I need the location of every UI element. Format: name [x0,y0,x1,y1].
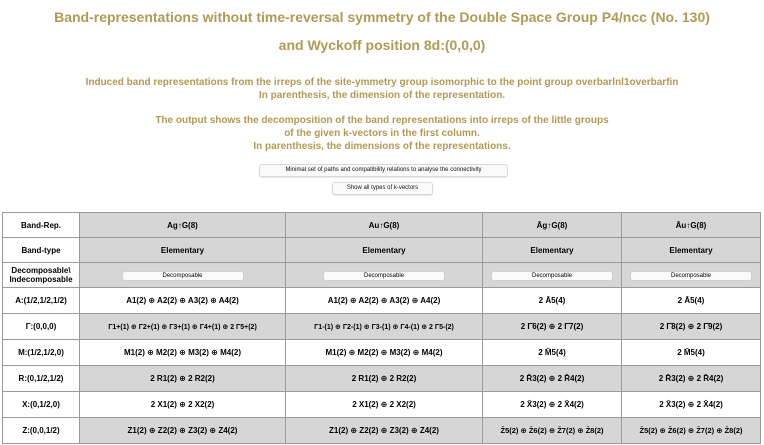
decomposition-cell: 2 X1(2) ⊕ 2 X2(2) [80,392,286,418]
row-header-band-rep: Band-Rep. [3,213,80,238]
kvector-label: R:(0,1/2,1/2) [3,366,80,392]
page-title: Band-representations without time-reversal symmetry of the Double Space Group P4/ncc (No. 130) [54,9,710,25]
decomposition-cell: 2 R1(2) ⊕ 2 R2(2) [80,366,286,392]
decomposable-row [3,263,761,288]
band-type-cell: Elementary [483,238,622,263]
kvector-label: X:(0,1/2,0) [3,392,80,418]
decomposition-cell: M1(2) ⊕ M2(2) ⊕ M3(2) ⊕ M4(2) [286,340,483,366]
table-row [3,340,761,366]
band-type-cell: Elementary [286,238,483,263]
paths-compatibility-button[interactable]: Minimal set of paths and compatibility relations to analyse the connectivity [259,164,508,177]
band-rep-row [3,213,761,238]
table-row [3,288,761,314]
show-k-vectors-button[interactable]: Show all types of k-vectors [332,182,433,195]
band-rep-cell: Āg↑G(8) [483,213,622,238]
decomposition-cell: M1(2) ⊕ M2(2) ⊕ M3(2) ⊕ M4(2) [80,340,286,366]
decomposition-cell: 2 Ā5(4) [483,288,622,314]
intro-block-1 [0,76,764,102]
decomposition-cell: Z1(2) ⊕ Z2(2) ⊕ Z3(2) ⊕ Z4(2) [80,418,286,444]
decomposable-button[interactable]: Decomposable [630,271,752,281]
intro-block-2 [0,114,764,153]
intro-line-2: In parenthesis, the dimension of the representation. [258,90,506,101]
decomposition-cell: 2 X1(2) ⊕ 2 X2(2) [286,392,483,418]
row-header-decomposable: Decomposable\ Indecomposable [3,263,80,288]
band-rep-cell: Āu↑G(8) [622,213,761,238]
intro-line-3: The output shows the decomposition of the band representations into irreps of the little groups [155,115,609,126]
decomposition-cell: 2 R̄3(2) ⊕ 2 R̄4(2) [622,366,761,392]
decomposition-cell: 2 M̄5(4) [483,340,622,366]
band-type-cell: Elementary [622,238,761,263]
band-type-row [3,238,761,263]
intro-line-5: In parenthesis, the dimensions of the representations. [253,141,511,152]
decomposition-cell: 2 R̄3(2) ⊕ 2 R̄4(2) [483,366,622,392]
kvector-label: Γ:(0,0,0) [3,314,80,340]
decomposition-cell: 2 M̄5(4) [622,340,761,366]
decomposition-cell: 2 Γ̄6(2) ⊕ 2 Γ̄7(2) [483,314,622,340]
decomposition-cell: 2 X̄3(2) ⊕ 2 X̄4(2) [622,392,761,418]
band-rep-cell: Ag↑G(8) [80,213,286,238]
decomposition-cell: 2 Ā5(4) [622,288,761,314]
intro-line-1: Induced band representations from the irreps of the site-ymmetry group isomorphic to the point group overbarlnl1overbarfin [85,77,679,88]
table-row [3,314,761,340]
decomposition-cell: A1(2) ⊕ A2(2) ⊕ A3(2) ⊕ A4(2) [80,288,286,314]
decomposable-button[interactable]: Decomposable [122,271,244,281]
row-header-band-type: Band-type [3,238,80,263]
decomposition-cell: 2 R1(2) ⊕ 2 R2(2) [286,366,483,392]
decomposition-cell: Z̄5(2) ⊕ Z̄6(2) ⊕ Z̄7(2) ⊕ Z̄8(2) [622,418,761,444]
kvector-label: M:(1/2,1/2,0) [3,340,80,366]
decomposable-button[interactable]: Decomposable [323,271,445,281]
kvector-label: Z:(0,0,1/2) [3,418,80,444]
kvector-label: A:(1/2,1/2,1/2) [3,288,80,314]
page-subtitle: and Wyckoff position 8d:(0,0,0) [278,37,486,53]
intro-line-4: of the given k-vectors in the first column. [284,128,480,139]
decomposition-cell: 2 Γ̄8(2) ⊕ 2 Γ̄9(2) [622,314,761,340]
decomposition-cell: Γ1+(1) ⊕ Γ2+(1) ⊕ Γ3+(1) ⊕ Γ4+(1) ⊕ 2 Γ5+(2) [80,314,286,340]
decomposition-cell: Z̄5(2) ⊕ Z̄6(2) ⊕ Z̄7(2) ⊕ Z̄8(2) [483,418,622,444]
table-row [3,392,761,418]
decomposition-cell: A1(2) ⊕ A2(2) ⊕ A3(2) ⊕ A4(2) [286,288,483,314]
band-type-cell: Elementary [80,238,286,263]
decomposition-cell: Z1(2) ⊕ Z2(2) ⊕ Z3(2) ⊕ Z4(2) [286,418,483,444]
table-row [3,366,761,392]
decomposition-cell: 2 X̄3(2) ⊕ 2 X̄4(2) [483,392,622,418]
table-row [3,418,761,444]
band-representation-table [2,212,761,444]
decomposable-button[interactable]: Decomposable [491,271,613,281]
decomposition-cell: Γ1-(1) ⊕ Γ2-(1) ⊕ Γ3-(1) ⊕ Γ4-(1) ⊕ 2 Γ5-(2) [286,314,483,340]
band-rep-cell: Au↑G(8) [286,213,483,238]
